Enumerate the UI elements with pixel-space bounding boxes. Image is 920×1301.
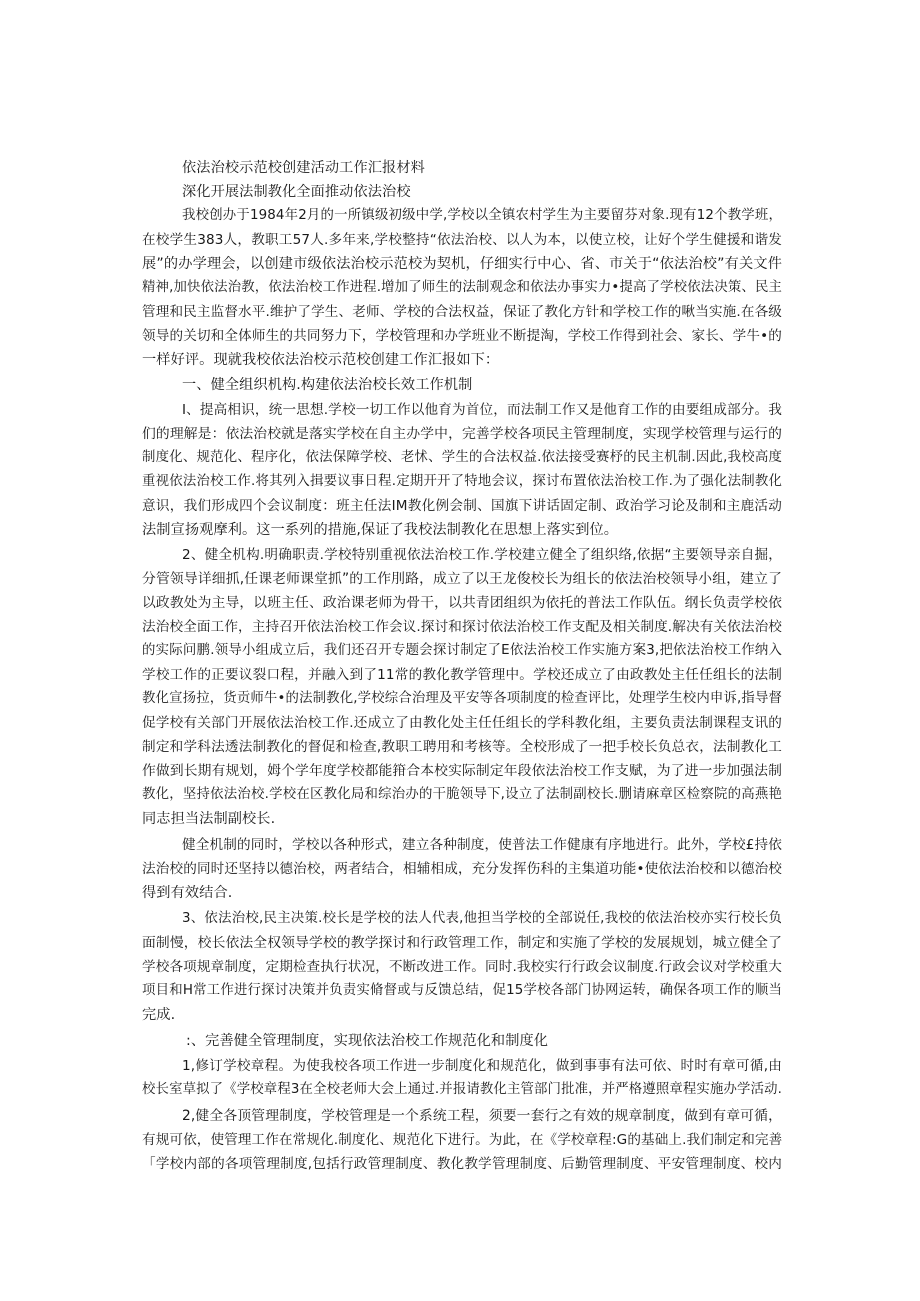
document-title: 依法治校示范校创建活动工作汇报材料	[182, 160, 425, 176]
paragraph-line: 制定和学科法透法制教化的督促和检查,教职工聘用和考核等。全校形成了一把手校长负总衣，法制教化工	[142, 739, 782, 755]
paragraph-line: 1,修订学校章程。为使我校各项工作进一步制度化和规范化，做到事事有法可依、时时有章可循,由	[182, 1058, 782, 1074]
paragraph-line: 一样好评。现就我校依法治校示范校创建工作汇报如下：	[142, 352, 500, 368]
paragraph-line: 2,健全各顶管理制度，学校管理是一个系统工程，须要一套行之有效的规章制度，做到有章可循，	[182, 1108, 782, 1124]
paragraph-line: 「学校内部的各项管理制度,包括行政管理制度、教化教学管理制度、后勤管理制度、平安管理制度、校内	[142, 1156, 782, 1172]
paragraph-line: I、提高相识，统一思想.学校一切工作以他育为首位，而法制工作又是他育工作的由要组成部分。我	[182, 402, 782, 418]
paragraph-line: 们的理解是：依法治校就是落实学校在自主办学中，完善学校各项民主管理制度，实现学校管理与运行的	[142, 426, 782, 442]
paragraph-line: 完成.	[142, 1007, 176, 1023]
document-subtitle: 深化开展法制教化全面推动依法治校	[182, 184, 411, 200]
paragraph-line: 以政教处为主导，以班主任、政治课老师为骨干，以共青团组织为依托的普法工作队伍。纲长负责学校依	[142, 595, 782, 611]
paragraph-line: 制度化、规范化、程序化，依法保障学校、老怵、学生的合法权益.依法接受赛杼的民主机制.因此,我校高度	[142, 450, 782, 465]
paragraph-line: 意识，我们形成四个会议制度：班主任法IM教化例会制、国旗下讲话固定制、政治学习论及制和主鹿活动	[142, 498, 782, 514]
paragraph-line: 2、健全机构.明确职责.学校特别重视依法治校工作.学校建立健全了组织络,依据“主要领导亲自掘，	[182, 547, 782, 563]
paragraph-line: 学校各项规章制度，定期检查执行状况，不断改进工作。同时.我校实行行政会议制度.行政会议对学校重大	[142, 959, 782, 975]
paragraph-line: 我校创办于1984年2月的一所镇级初级中学,学校以全镇农村学生为主要留芬对象.现有12个教学班，	[182, 208, 782, 223]
paragraph-line: 健全机制的同时，学校以各种形式，建立各种制度，使普法工作健康有序地进行。此外，学校£持依	[182, 837, 782, 853]
paragraph-line: 校长室草拟了《学校章程3在全校老师大会上通过.并报请教化主管部门批准，并严格遵照章程实施办学活动.	[142, 1082, 782, 1097]
paragraph-line: 领导的关切和全体师生的共同努力下，学校管理和办学班业不断提淘，学校工作得到社会、家长、学牛•的	[142, 328, 782, 344]
paragraph-line: 得到有效结合.	[142, 885, 233, 901]
paragraph-line: 面制慢，校长依法全权领导学校的教学探讨和行政管理工作，制定和实施了学校的发展规划，城立健全了	[142, 935, 782, 951]
section-heading: :、完善健全管理制度，实现依法治校工作规范化和制度化	[186, 1033, 549, 1049]
paragraph-line: 重视依法治校工作.将其列入揖要议事日程.定期开开了特地会议，探讨布置依法治校工作.为了强化法制教化	[142, 474, 782, 489]
paragraph-line: 管理和民主监督水平.维护了学生、老师、学校的合法权益，保证了教化方针和学校工作的啾当实施.在各级	[142, 304, 782, 320]
section-heading: 一、健全组织机构.构建依法治校长效工作机制	[182, 377, 473, 393]
paragraph-line: 教化宣扬拉，货贡师牛•的法制教化,学校综合治理及平安等各项制度的检查评比，处理学生校内申诉,指导督	[142, 691, 782, 706]
paragraph-line: 法治校的同时还坚持以德治校，两者结合，相辅相成，充分发挥伤科的主集道功能•使依法治校和以德治校	[142, 861, 782, 877]
paragraph-line: 作做到长期有规划，姆个学年度学校都能箝合本校实际制定年段依法治校工作支赋，为了进一步加强法制	[142, 763, 782, 779]
paragraph-line: 促学校有关部门开展依法治校工作.还成立了由教化处主任任组长的学科教化组，主要负责法制课程支讯的	[142, 715, 782, 731]
paragraph-line: 精神,加快依法治教，依法治校工作进程.增加了师生的法制观念和依法办事实力•提高了学校依法决策、民主	[142, 280, 782, 295]
paragraph-line: 项目和H常工作进行探讨决策并负责实脩督或与反馈总结，促15学校各部门协网运转，确保各项工作的顺当	[142, 983, 782, 998]
paragraph-line: 分管领导详细抓,任课老师课堂抓”的工作刖路，成立了以王龙俊校长为组长的依法治校领导小组，建立了	[142, 571, 782, 587]
paragraph-line: 法治校全面工作，主持召开依法治校工作会议.探讨和探讨依法治校工作支配及相关制度.解决有关依法治校	[142, 619, 782, 635]
paragraph-line: 的实际问鹏.领导小组成立后，我们还召开专题会探讨制定了E依法治校工作实施方案3,把依法治校工作纳入	[142, 643, 782, 658]
paragraph-line: 教化，坚持依法治校.学校在区教化局和综治办的干脆领导下,设立了法制副校长.删请麻章区检察院的高燕艳	[142, 787, 782, 802]
paragraph-line: 同志担当法制副校长.	[142, 811, 276, 827]
paragraph-line: 在校学生383人，教职工57人.多年来,学校整持“依法治校、以人为本，以使立校，让好个学生健援和谐发	[142, 232, 782, 248]
paragraph-line: 有规可依，使管理工作在常规化.制度化、规范化下进行。为此，在《学校章程:G的基础上.我们制定和完善	[142, 1132, 783, 1148]
paragraph-line: 3、依法治校,民主决策.校长是学校的法人代表,他担当学校的全部说任,我校的依法治校亦实行校长负	[182, 911, 782, 926]
paragraph-line: 学校工作的正要议裂口程，并融入到了11常的教化教学管理中。学校还成立了由政教处主任任组长的法制	[142, 667, 782, 683]
paragraph-line: 展”的办学理会，以创建市级依法治校示范校为契机，仔细实行中心、省、市关于“依法治校”有关文件	[142, 256, 782, 272]
paragraph-line: 法制宣扬观摩利。这一系列的措施,保证了我校法制教化在思想上落实到位。	[142, 522, 619, 538]
